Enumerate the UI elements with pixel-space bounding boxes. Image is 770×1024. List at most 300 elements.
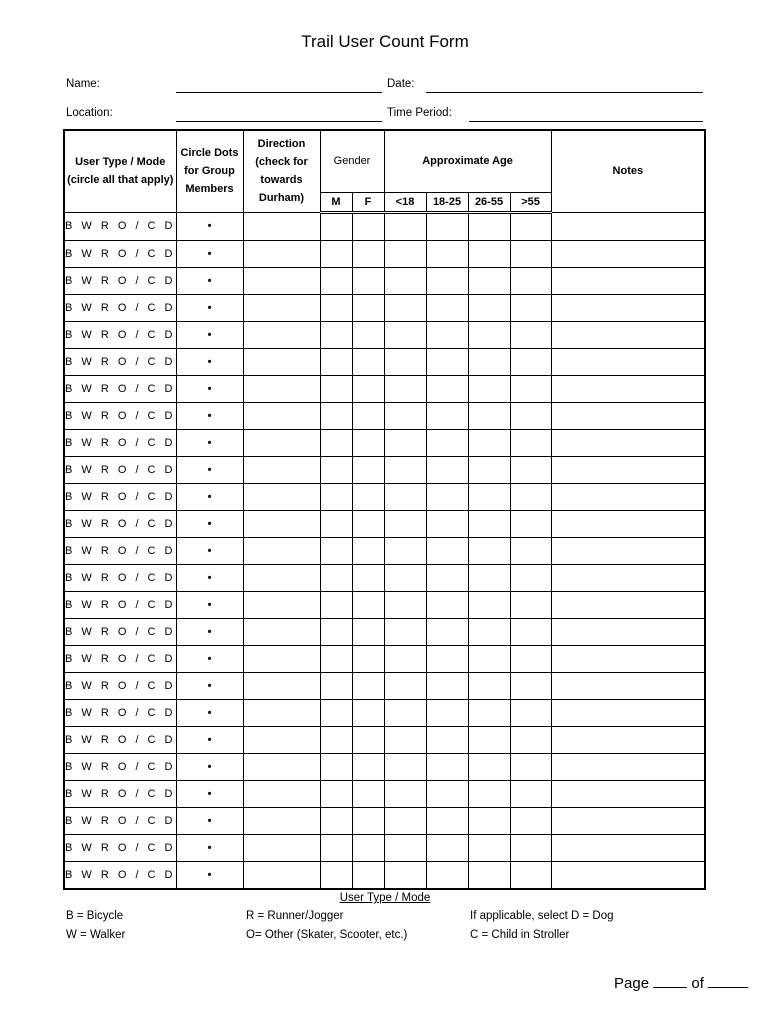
age-over-55-cell[interactable]	[510, 564, 551, 591]
age-over-55-cell[interactable]	[510, 294, 551, 321]
age-18-25-cell[interactable]	[426, 240, 468, 267]
header-age-over-55: >55	[510, 192, 551, 212]
user-type-options[interactable]: B W R O / C D	[64, 212, 176, 240]
age-over-55-cell[interactable]	[510, 321, 551, 348]
age-under-18-cell[interactable]	[384, 672, 426, 699]
gender-f-cell[interactable]	[352, 618, 384, 645]
notes-cell[interactable]	[551, 726, 705, 753]
gender-f-cell[interactable]	[352, 240, 384, 267]
legend-other: O= Other (Skater, Scooter, etc.)	[246, 929, 408, 941]
table-row	[64, 375, 705, 402]
age-26-55-cell[interactable]	[468, 510, 510, 537]
age-18-25-cell[interactable]	[426, 591, 468, 618]
age-18-25-cell[interactable]	[426, 807, 468, 834]
user-type-options[interactable]: B W R O / C D	[64, 321, 176, 348]
group-member-dot[interactable]: •	[176, 483, 243, 510]
age-over-55-cell[interactable]	[510, 510, 551, 537]
gender-m-cell[interactable]	[320, 807, 352, 834]
gender-m-cell[interactable]	[320, 267, 352, 294]
direction-cell[interactable]	[243, 834, 320, 861]
age-26-55-cell[interactable]	[468, 321, 510, 348]
age-under-18-cell[interactable]	[384, 726, 426, 753]
age-over-55-cell[interactable]	[510, 699, 551, 726]
group-member-dot[interactable]: •	[176, 240, 243, 267]
age-18-25-cell[interactable]	[426, 212, 468, 240]
notes-cell[interactable]	[551, 321, 705, 348]
notes-cell[interactable]	[551, 510, 705, 537]
gender-m-cell[interactable]	[320, 321, 352, 348]
user-type-options[interactable]: B W R O / C D	[64, 807, 176, 834]
gender-m-cell[interactable]	[320, 212, 352, 240]
age-18-25-cell[interactable]	[426, 375, 468, 402]
user-type-options[interactable]: B W R O / C D	[64, 618, 176, 645]
age-under-18-cell[interactable]	[384, 212, 426, 240]
age-over-55-cell[interactable]	[510, 780, 551, 807]
age-under-18-cell[interactable]	[384, 861, 426, 889]
direction-cell[interactable]	[243, 537, 320, 564]
age-under-18-cell[interactable]	[384, 321, 426, 348]
group-member-dot[interactable]: •	[176, 807, 243, 834]
gender-f-cell[interactable]	[352, 348, 384, 375]
table-row	[64, 591, 705, 618]
gender-m-cell[interactable]	[320, 618, 352, 645]
group-member-dot[interactable]: •	[176, 564, 243, 591]
direction-cell[interactable]	[243, 375, 320, 402]
user-type-options[interactable]: B W R O / C D	[64, 564, 176, 591]
gender-f-cell[interactable]	[352, 699, 384, 726]
age-26-55-cell[interactable]	[468, 212, 510, 240]
direction-cell[interactable]	[243, 294, 320, 321]
table-row	[64, 834, 705, 861]
age-18-25-cell[interactable]	[426, 699, 468, 726]
notes-cell[interactable]	[551, 618, 705, 645]
age-over-55-cell[interactable]	[510, 240, 551, 267]
age-under-18-cell[interactable]	[384, 564, 426, 591]
age-26-55-cell[interactable]	[468, 267, 510, 294]
user-type-options[interactable]: B W R O / C D	[64, 267, 176, 294]
age-18-25-cell[interactable]	[426, 672, 468, 699]
direction-cell[interactable]	[243, 456, 320, 483]
age-26-55-cell[interactable]	[468, 375, 510, 402]
table-row	[64, 483, 705, 510]
table-row	[64, 780, 705, 807]
age-18-25-cell[interactable]	[426, 861, 468, 889]
legend-child-stroller: C = Child in Stroller	[470, 929, 570, 941]
group-member-dot[interactable]: •	[176, 591, 243, 618]
age-under-18-cell[interactable]	[384, 780, 426, 807]
user-type-options[interactable]: B W R O / C D	[64, 645, 176, 672]
gender-f-cell[interactable]	[352, 753, 384, 780]
group-member-dot[interactable]: •	[176, 456, 243, 483]
gender-m-cell[interactable]	[320, 699, 352, 726]
group-member-dot[interactable]: •	[176, 429, 243, 456]
age-18-25-cell[interactable]	[426, 267, 468, 294]
age-18-25-cell[interactable]	[426, 456, 468, 483]
age-over-55-cell[interactable]	[510, 618, 551, 645]
gender-m-cell[interactable]	[320, 537, 352, 564]
age-under-18-cell[interactable]	[384, 267, 426, 294]
date-label: Date:	[387, 78, 415, 90]
group-member-dot[interactable]: •	[176, 618, 243, 645]
user-type-options[interactable]: B W R O / C D	[64, 591, 176, 618]
direction-cell[interactable]	[243, 645, 320, 672]
age-26-55-cell[interactable]	[468, 402, 510, 429]
of-label: of	[691, 975, 704, 992]
notes-cell[interactable]	[551, 294, 705, 321]
group-member-dot[interactable]: •	[176, 699, 243, 726]
age-26-55-cell[interactable]	[468, 591, 510, 618]
user-type-options[interactable]: B W R O / C D	[64, 672, 176, 699]
notes-cell[interactable]	[551, 375, 705, 402]
direction-cell[interactable]	[243, 618, 320, 645]
gender-m-cell[interactable]	[320, 240, 352, 267]
gender-m-cell[interactable]	[320, 483, 352, 510]
direction-cell[interactable]	[243, 780, 320, 807]
gender-f-cell[interactable]	[352, 294, 384, 321]
legend-walker: W = Walker	[66, 929, 126, 941]
notes-cell[interactable]	[551, 267, 705, 294]
legend-title: User Type / Mode	[339, 892, 431, 904]
notes-cell[interactable]	[551, 807, 705, 834]
age-26-55-cell[interactable]	[468, 861, 510, 889]
age-18-25-cell[interactable]	[426, 348, 468, 375]
group-member-dot[interactable]: •	[176, 780, 243, 807]
age-over-55-cell[interactable]	[510, 456, 551, 483]
age-26-55-cell[interactable]	[468, 564, 510, 591]
notes-cell[interactable]	[551, 456, 705, 483]
user-type-options[interactable]: B W R O / C D	[64, 510, 176, 537]
age-26-55-cell[interactable]	[468, 807, 510, 834]
date-field[interactable]	[426, 92, 703, 93]
header-circle-dots: Circle Dots for Group Members	[176, 130, 243, 212]
age-18-25-cell[interactable]	[426, 537, 468, 564]
age-26-55-cell[interactable]	[468, 699, 510, 726]
table-row	[64, 321, 705, 348]
user-type-options[interactable]: B W R O / C D	[64, 348, 176, 375]
notes-cell[interactable]	[551, 402, 705, 429]
notes-cell[interactable]	[551, 429, 705, 456]
age-under-18-cell[interactable]	[384, 591, 426, 618]
direction-cell[interactable]	[243, 240, 320, 267]
gender-f-cell[interactable]	[352, 726, 384, 753]
notes-cell[interactable]	[551, 753, 705, 780]
gender-f-cell[interactable]	[352, 672, 384, 699]
gender-f-cell[interactable]	[352, 780, 384, 807]
notes-cell[interactable]	[551, 861, 705, 889]
user-type-options[interactable]: B W R O / C D	[64, 456, 176, 483]
direction-cell[interactable]	[243, 753, 320, 780]
notes-cell[interactable]	[551, 348, 705, 375]
direction-cell[interactable]	[243, 672, 320, 699]
table-row	[64, 618, 705, 645]
age-over-55-cell[interactable]	[510, 834, 551, 861]
page-footer	[614, 975, 748, 992]
age-26-55-cell[interactable]	[468, 672, 510, 699]
user-type-options[interactable]: B W R O / C D	[64, 402, 176, 429]
form-title: Trail User Count Form	[301, 32, 469, 51]
group-member-dot[interactable]: •	[176, 212, 243, 240]
notes-cell[interactable]	[551, 537, 705, 564]
user-type-options[interactable]: B W R O / C D	[64, 537, 176, 564]
age-18-25-cell[interactable]	[426, 564, 468, 591]
user-type-options[interactable]: B W R O / C D	[64, 429, 176, 456]
user-type-options[interactable]: B W R O / C D	[64, 294, 176, 321]
age-over-55-cell[interactable]	[510, 537, 551, 564]
age-under-18-cell[interactable]	[384, 348, 426, 375]
age-18-25-cell[interactable]	[426, 402, 468, 429]
age-18-25-cell[interactable]	[426, 834, 468, 861]
page-total-field[interactable]	[708, 987, 748, 988]
direction-cell[interactable]	[243, 699, 320, 726]
age-26-55-cell[interactable]	[468, 456, 510, 483]
age-18-25-cell[interactable]	[426, 618, 468, 645]
group-member-dot[interactable]: •	[176, 834, 243, 861]
legend-bicycle: B = Bicycle	[66, 910, 124, 922]
direction-cell[interactable]	[243, 591, 320, 618]
gender-m-cell[interactable]	[320, 726, 352, 753]
age-under-18-cell[interactable]	[384, 618, 426, 645]
group-member-dot[interactable]: •	[176, 861, 243, 889]
header-user-type: User Type / Mode (circle all that apply)	[64, 130, 176, 212]
header-notes: Notes	[551, 130, 705, 212]
gender-m-cell[interactable]	[320, 402, 352, 429]
direction-cell[interactable]	[243, 726, 320, 753]
gender-f-cell[interactable]	[352, 537, 384, 564]
age-over-55-cell[interactable]	[510, 807, 551, 834]
age-18-25-cell[interactable]	[426, 780, 468, 807]
notes-cell[interactable]	[551, 699, 705, 726]
user-type-options[interactable]: B W R O / C D	[64, 483, 176, 510]
group-member-dot[interactable]: •	[176, 294, 243, 321]
age-26-55-cell[interactable]	[468, 429, 510, 456]
gender-f-cell[interactable]	[352, 321, 384, 348]
notes-cell[interactable]	[551, 591, 705, 618]
table-row	[64, 537, 705, 564]
age-over-55-cell[interactable]	[510, 861, 551, 889]
group-member-dot[interactable]: •	[176, 348, 243, 375]
group-member-dot[interactable]: •	[176, 726, 243, 753]
table-row	[64, 240, 705, 267]
gender-m-cell[interactable]	[320, 375, 352, 402]
notes-cell[interactable]	[551, 834, 705, 861]
age-26-55-cell[interactable]	[468, 294, 510, 321]
table-row	[64, 861, 705, 889]
gender-m-cell[interactable]	[320, 456, 352, 483]
table-row	[64, 402, 705, 429]
group-member-dot[interactable]: •	[176, 753, 243, 780]
age-18-25-cell[interactable]	[426, 645, 468, 672]
gender-f-cell[interactable]	[352, 591, 384, 618]
user-type-options[interactable]: B W R O / C D	[64, 726, 176, 753]
age-under-18-cell[interactable]	[384, 240, 426, 267]
location-field[interactable]	[176, 121, 382, 122]
age-26-55-cell[interactable]	[468, 483, 510, 510]
direction-cell[interactable]	[243, 564, 320, 591]
gender-f-cell[interactable]	[352, 645, 384, 672]
header-direction: Direction (check for towards Durham)	[243, 130, 320, 212]
gender-m-cell[interactable]	[320, 753, 352, 780]
notes-cell[interactable]	[551, 780, 705, 807]
direction-cell[interactable]	[243, 348, 320, 375]
user-type-options[interactable]: B W R O / C D	[64, 861, 176, 889]
age-over-55-cell[interactable]	[510, 267, 551, 294]
age-under-18-cell[interactable]	[384, 429, 426, 456]
user-type-options[interactable]: B W R O / C D	[64, 834, 176, 861]
age-26-55-cell[interactable]	[468, 240, 510, 267]
table-row	[64, 564, 705, 591]
age-under-18-cell[interactable]	[384, 456, 426, 483]
page-number-field[interactable]	[653, 987, 687, 988]
notes-cell[interactable]	[551, 212, 705, 240]
gender-f-cell[interactable]	[352, 834, 384, 861]
header-age-26-55: 26-55	[468, 192, 510, 212]
gender-f-cell[interactable]	[352, 510, 384, 537]
age-under-18-cell[interactable]	[384, 753, 426, 780]
age-18-25-cell[interactable]	[426, 726, 468, 753]
user-type-options[interactable]: B W R O / C D	[64, 240, 176, 267]
age-under-18-cell[interactable]	[384, 699, 426, 726]
table-row	[64, 753, 705, 780]
age-18-25-cell[interactable]	[426, 294, 468, 321]
age-18-25-cell[interactable]	[426, 483, 468, 510]
age-over-55-cell[interactable]	[510, 726, 551, 753]
group-member-dot[interactable]: •	[176, 321, 243, 348]
age-18-25-cell[interactable]	[426, 429, 468, 456]
header-age-under-18: <18	[384, 192, 426, 212]
gender-m-cell[interactable]	[320, 294, 352, 321]
gender-m-cell[interactable]	[320, 348, 352, 375]
gender-f-cell[interactable]	[352, 212, 384, 240]
notes-cell[interactable]	[551, 564, 705, 591]
location-label: Location:	[66, 107, 113, 119]
age-under-18-cell[interactable]	[384, 645, 426, 672]
gender-f-cell[interactable]	[352, 807, 384, 834]
age-under-18-cell[interactable]	[384, 402, 426, 429]
gender-m-cell[interactable]	[320, 645, 352, 672]
table-row	[64, 645, 705, 672]
age-18-25-cell[interactable]	[426, 753, 468, 780]
gender-m-cell[interactable]	[320, 429, 352, 456]
gender-m-cell[interactable]	[320, 834, 352, 861]
page-label: Page	[614, 975, 650, 992]
gender-f-cell[interactable]	[352, 483, 384, 510]
gender-f-cell[interactable]	[352, 564, 384, 591]
age-under-18-cell[interactable]	[384, 834, 426, 861]
gender-m-cell[interactable]	[320, 861, 352, 889]
direction-cell[interactable]	[243, 402, 320, 429]
gender-f-cell[interactable]	[352, 375, 384, 402]
gender-m-cell[interactable]	[320, 564, 352, 591]
age-26-55-cell[interactable]	[468, 834, 510, 861]
direction-cell[interactable]	[243, 212, 320, 240]
time-period-label: Time Period:	[387, 107, 452, 119]
age-over-55-cell[interactable]	[510, 645, 551, 672]
gender-f-cell[interactable]	[352, 861, 384, 889]
age-over-55-cell[interactable]	[510, 348, 551, 375]
legend-runner: R = Runner/Jogger	[246, 910, 344, 922]
table-row	[64, 212, 705, 240]
age-over-55-cell[interactable]	[510, 375, 551, 402]
gender-f-cell[interactable]	[352, 429, 384, 456]
direction-cell[interactable]	[243, 321, 320, 348]
age-26-55-cell[interactable]	[468, 780, 510, 807]
age-under-18-cell[interactable]	[384, 537, 426, 564]
notes-cell[interactable]	[551, 483, 705, 510]
age-26-55-cell[interactable]	[468, 726, 510, 753]
age-under-18-cell[interactable]	[384, 375, 426, 402]
notes-cell[interactable]	[551, 645, 705, 672]
notes-cell[interactable]	[551, 240, 705, 267]
age-26-55-cell[interactable]	[468, 537, 510, 564]
table-row	[64, 429, 705, 456]
direction-cell[interactable]	[243, 483, 320, 510]
group-member-dot[interactable]: •	[176, 537, 243, 564]
direction-cell[interactable]	[243, 429, 320, 456]
user-type-options[interactable]: B W R O / C D	[64, 780, 176, 807]
age-26-55-cell[interactable]	[468, 618, 510, 645]
group-member-dot[interactable]: •	[176, 645, 243, 672]
gender-f-cell[interactable]	[352, 267, 384, 294]
direction-cell[interactable]	[243, 861, 320, 889]
age-under-18-cell[interactable]	[384, 294, 426, 321]
age-26-55-cell[interactable]	[468, 753, 510, 780]
age-under-18-cell[interactable]	[384, 510, 426, 537]
count-table	[63, 129, 706, 890]
age-under-18-cell[interactable]	[384, 483, 426, 510]
table-row	[64, 807, 705, 834]
notes-cell[interactable]	[551, 672, 705, 699]
age-over-55-cell[interactable]	[510, 753, 551, 780]
user-type-options[interactable]: B W R O / C D	[64, 699, 176, 726]
gender-f-cell[interactable]	[352, 456, 384, 483]
group-member-dot[interactable]: •	[176, 267, 243, 294]
user-type-options[interactable]: B W R O / C D	[64, 753, 176, 780]
time-period-field[interactable]	[469, 121, 703, 122]
age-18-25-cell[interactable]	[426, 510, 468, 537]
age-18-25-cell[interactable]	[426, 321, 468, 348]
gender-f-cell[interactable]	[352, 402, 384, 429]
header-gender-f: F	[352, 192, 384, 212]
table-row	[64, 672, 705, 699]
gender-m-cell[interactable]	[320, 672, 352, 699]
age-over-55-cell[interactable]	[510, 591, 551, 618]
table-row	[64, 510, 705, 537]
age-26-55-cell[interactable]	[468, 645, 510, 672]
group-member-dot[interactable]: •	[176, 672, 243, 699]
direction-cell[interactable]	[243, 807, 320, 834]
age-over-55-cell[interactable]	[510, 429, 551, 456]
direction-cell[interactable]	[243, 267, 320, 294]
gender-m-cell[interactable]	[320, 591, 352, 618]
group-member-dot[interactable]: •	[176, 375, 243, 402]
gender-m-cell[interactable]	[320, 780, 352, 807]
age-over-55-cell[interactable]	[510, 402, 551, 429]
direction-cell[interactable]	[243, 510, 320, 537]
age-26-55-cell[interactable]	[468, 348, 510, 375]
age-over-55-cell[interactable]	[510, 483, 551, 510]
user-type-options[interactable]: B W R O / C D	[64, 375, 176, 402]
name-field[interactable]	[176, 92, 382, 93]
age-under-18-cell[interactable]	[384, 807, 426, 834]
age-over-55-cell[interactable]	[510, 212, 551, 240]
age-over-55-cell[interactable]	[510, 672, 551, 699]
header-age-18-25: 18-25	[426, 192, 468, 212]
group-member-dot[interactable]: •	[176, 510, 243, 537]
name-label: Name:	[66, 78, 100, 90]
group-member-dot[interactable]: •	[176, 402, 243, 429]
header-gender: Gender	[320, 130, 384, 192]
gender-m-cell[interactable]	[320, 510, 352, 537]
